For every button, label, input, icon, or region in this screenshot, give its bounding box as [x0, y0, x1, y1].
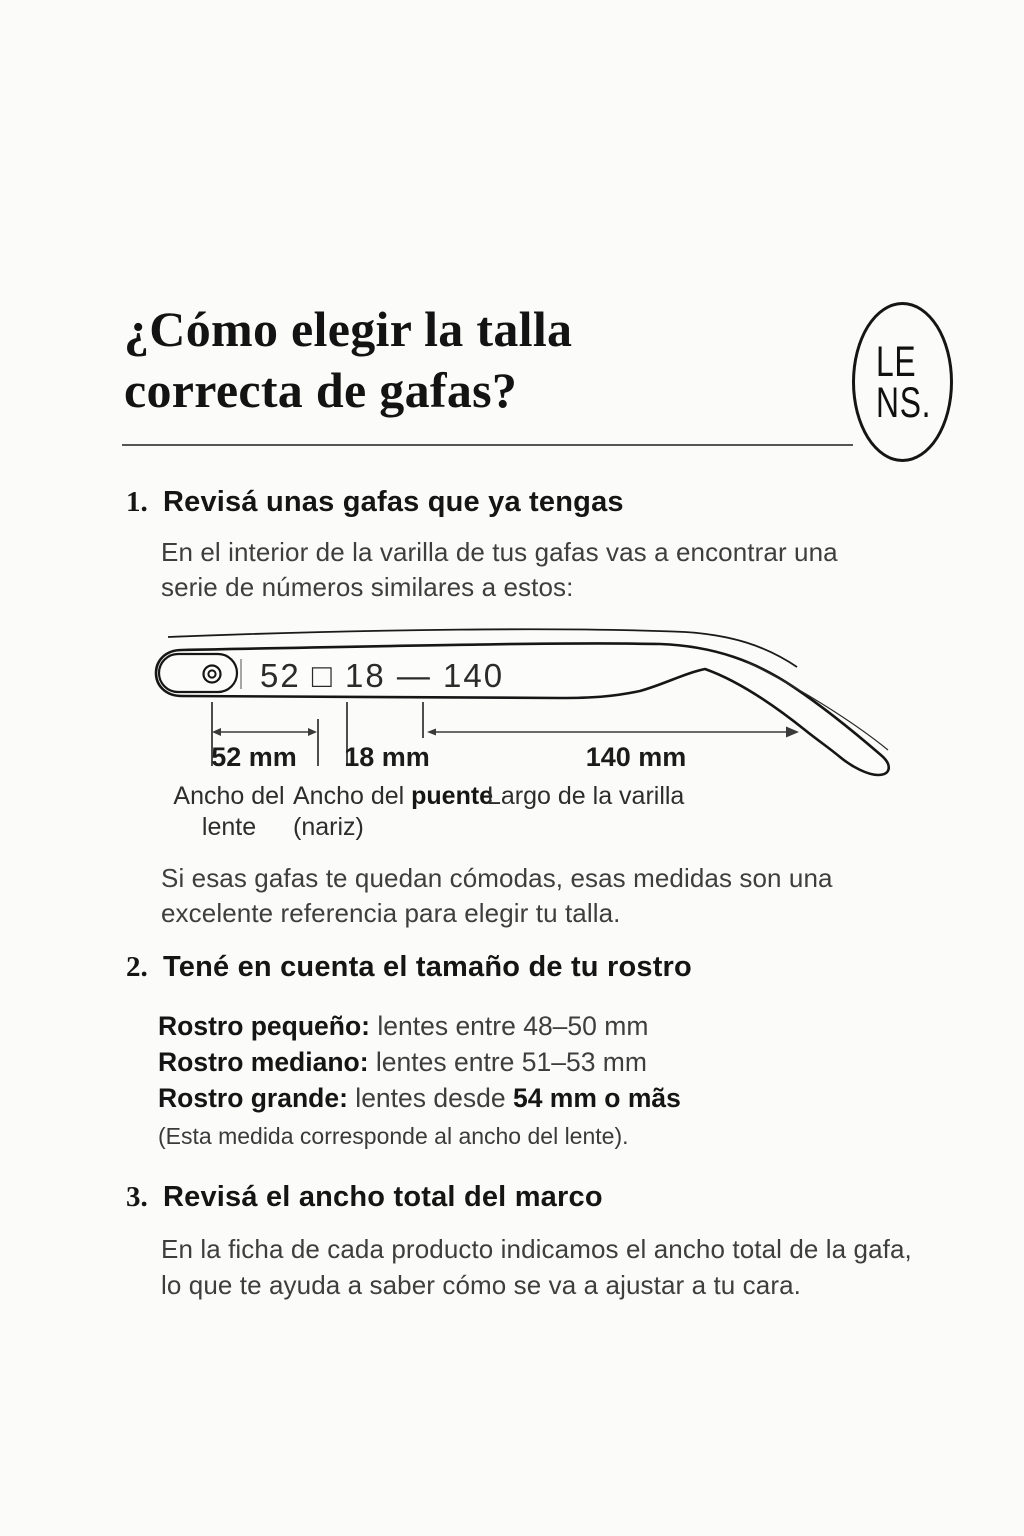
section3-number: 3.: [126, 1181, 148, 1213]
lens-width-label: [159, 781, 299, 843]
section2-number: 2.: [126, 951, 148, 983]
section1-note: [161, 861, 833, 931]
bridge-width-label-line2: (nariz): [293, 813, 364, 841]
face-size-large: [158, 1080, 681, 1116]
face-size-large-range-bold: 54 mm o mãs: [512, 1083, 681, 1113]
section2-title: Tené en cuenta el tamaño de tu rostro: [163, 951, 692, 983]
arrow-head-right-icon: [308, 728, 317, 736]
arrow-head-left-icon: [212, 728, 221, 736]
section1-number: 1.: [126, 486, 148, 518]
temple-length-value: 140 mm: [585, 742, 687, 772]
engraving-text: 52 □ 18 — 140: [260, 657, 505, 694]
bridge-label-prefix: Ancho del: [293, 782, 412, 810]
section1-body-line1: En el interior de la varilla de tus gafas vas a encontrar una: [161, 537, 838, 567]
bridge-label-bold: puente: [411, 782, 494, 810]
section3-body-line1: En la ficha de cada producto indicamos el ancho total de la gafa,: [161, 1234, 912, 1264]
section2-note: (Esta medida corresponde al ancho del lente).: [158, 1123, 629, 1149]
arrow-head-left-icon: [427, 729, 436, 736]
bridge-width-label: [293, 781, 493, 843]
section3-heading: [126, 1181, 603, 1214]
page-title: [124, 299, 572, 421]
face-size-medium: [158, 1044, 681, 1080]
section3-body: [161, 1231, 912, 1303]
lens-width-label-line1: Ancho del: [173, 782, 285, 810]
face-size-list: [158, 1008, 681, 1116]
face-size-medium-range: lentes entre 51–53 mm: [368, 1047, 647, 1077]
brand-logo: [852, 302, 953, 462]
page-title-line1: ¿Cómo elegir la talla: [124, 301, 573, 357]
brand-logo-line2: NS.: [876, 379, 932, 427]
section1-heading: [126, 486, 624, 519]
section3-body-line2: lo que te ayuda a saber cómo se va a ajustar a tu cara.: [161, 1270, 801, 1300]
lens-width-label-line2: lente: [201, 813, 257, 841]
face-size-small-range: lentes entre 48–50 mm: [370, 1011, 649, 1041]
page-title-line2: correcta de gafas?: [124, 362, 518, 418]
section3-title: Revisá el ancho total del marco: [163, 1181, 603, 1213]
section1-body-line2: serie de números similares a estos:: [161, 572, 574, 602]
section1-body: [161, 535, 838, 605]
face-size-large-label: Rostro grande:: [158, 1083, 348, 1113]
section1-note-line2: excelente referencia para elegir tu talla.: [161, 898, 621, 928]
brand-logo-line1: LE: [876, 338, 917, 386]
section1-note-line1: Si esas gafas te quedan cómodas, esas medidas son una: [161, 863, 833, 893]
arrow-head-right-icon: [786, 727, 799, 738]
face-size-small-label: Rostro pequeño:: [158, 1011, 370, 1041]
bridge-width-label-line1: [293, 781, 493, 812]
temple-length-label: Largo de la varilla: [487, 782, 685, 810]
section2-heading: [126, 951, 692, 984]
face-size-medium-label: Rostro mediano:: [158, 1047, 369, 1077]
face-size-small: [158, 1008, 681, 1044]
face-size-large-range: lentes desde: [347, 1083, 513, 1113]
title-divider: [122, 444, 853, 446]
glasses-temple-diagram: [140, 618, 940, 850]
bridge-width-value: 18 mm: [344, 742, 430, 772]
lens-width-value: 52 mm: [211, 742, 297, 772]
brand-logo-text: [876, 338, 932, 427]
section1-title: Revisá unas gafas que ya tengas: [163, 486, 624, 518]
